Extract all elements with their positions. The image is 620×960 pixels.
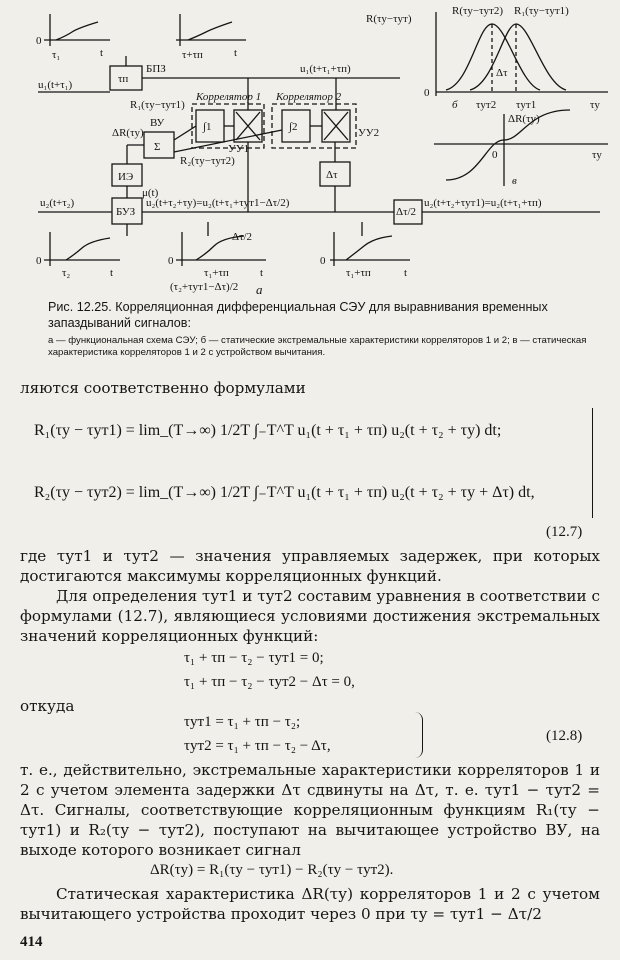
equation-12-8-a: τут1 = τ₁ + τп − τ₂;: [184, 714, 301, 730]
label-R1-curve: R₁(τу−τут1): [514, 5, 569, 17]
label-t: t: [100, 47, 104, 59]
label-R-axis: R(τу−τут): [366, 13, 412, 25]
label-tau1: τ₁: [52, 49, 61, 61]
label-zero-b1: 0: [36, 255, 42, 267]
label-bu3: БУЗ: [116, 206, 136, 218]
label-dR: ΔR(τу): [112, 127, 144, 139]
equation-number-12-8: (12.8): [546, 728, 583, 744]
label-mid: (τ₂+τут1−Δτ)/2: [170, 281, 239, 293]
label-bus-eq: u₂(t+τ₂+τу)=u₂(t+τ₁+τут1−Δτ/2): [146, 197, 290, 209]
label-dtau2: Δτ/2: [396, 206, 417, 218]
label-tym1: τут1: [516, 99, 537, 111]
label-delta-r: Δτ: [496, 67, 508, 79]
label-u2-in: u₂(t+τ₂): [40, 197, 75, 209]
label-zero-b3: 0: [320, 255, 326, 267]
label-bpz: БПЗ: [146, 63, 166, 75]
label-tau-y: τу: [590, 99, 600, 111]
label-R1: R₁(τу−τут1): [130, 99, 185, 111]
label-int1: ∫1: [203, 121, 212, 133]
label-out-eq: u₂(t+τ₂+τут1)=u₂(t+τ₁+τп): [424, 197, 542, 209]
label-dtau2-b: Δτ/2: [232, 231, 253, 243]
label-mu: μ(t): [142, 187, 159, 199]
figure-12-25: [0, 0, 620, 300]
label-int2: ∫2: [289, 121, 298, 133]
label-tym2: τут2: [476, 99, 497, 111]
label-t-b1: t: [110, 267, 114, 279]
paragraph-5: т. е., действительно, экстремальные характеристики корреляторов 1 и 2 с учетом элемента задержки Δτ сдвинуты на Δτ, т. е. τут1 − τут2 = Δτ. Сигналы, соответствующие корреляционным функциям R₁(τу − τут1) и R₂(τу − τут2), поступают на вычитающее устройство ВУ, на выходе которого возникает сигнал: [20, 761, 600, 859]
equation-cond-1: τ₁ + τп − τ₂ − τут1 = 0;: [184, 650, 324, 666]
label-sub-b: б: [452, 99, 458, 111]
label-sigma: Σ: [154, 141, 161, 153]
label-tau1p-b: τ₁+τп: [346, 267, 371, 279]
label-zero: 0: [36, 35, 42, 47]
paragraph-6: Статическая характеристика ΔR(τу) корреляторов 1 и 2 с учетом вычитающего устройства проходит через 0 при τу = τут1 − Δτ/2: [20, 885, 600, 923]
label-tau-plus: τ+τп: [182, 49, 203, 61]
label-vu: ВУ: [150, 117, 165, 129]
label-sub-v: в: [512, 175, 517, 187]
label-dR-axis: ΔR(τу): [508, 113, 540, 125]
label-uu1: УУ1: [228, 143, 250, 155]
equation-dR: ΔR(τу) = R₁(τу − τут1) − R₂(τу − τут2).: [150, 862, 394, 878]
label-t-b2: t: [260, 267, 264, 279]
label-zero-v: 0: [492, 149, 498, 161]
label-ie: ИЭ: [118, 171, 134, 183]
paragraph-1: ляются соответственно формулами: [20, 379, 306, 397]
label-korr2: Коррелятор 2: [276, 91, 342, 103]
label-taup-b: τ₁+τп: [204, 267, 229, 279]
label-t-b3: t: [404, 267, 408, 279]
page-number: 414: [20, 934, 43, 950]
label-zero-b2: 0: [168, 255, 174, 267]
label-dtau: Δτ: [326, 169, 338, 181]
equation-number-12-7: (12.7): [546, 524, 583, 540]
equation-cond-2: τ₁ + τп − τ₂ − τут2 − Δτ = 0,: [184, 674, 355, 690]
paragraph-4: откуда: [20, 697, 75, 715]
paragraph-3: Для определения τут1 и τут2 составим уравнения в соответствии с формулами (12.7), являющиеся условиями достижения экстремальных значений корреляционных функций:: [20, 587, 600, 645]
equation-12-7-b: R₂(τу − τут2) = lim_(T→∞) 1/2T ∫₋T^T u₁(t + τ₁ + τп) u₂(t + τ₂ + τу + Δτ) dt,: [34, 484, 535, 501]
paragraph-2: где τут1 и τут2 — значения управляемых задержек, при которых достигаются максимумы корреляционных функций.: [20, 547, 600, 585]
label-korr1: Коррелятор 1: [196, 91, 262, 103]
equation-12-8-b: τут2 = τ₁ + τп − τ₂ − Δτ,: [184, 738, 331, 754]
label-u1-out: u₁(t+τ₁+τп): [300, 63, 351, 75]
label-R2: R₂(τу−τут2): [180, 155, 235, 167]
figure-caption-title: Рис. 12.25. Корреляционная дифференциальная СЭУ для выравнивания временных запаздываний сигналов:: [48, 300, 548, 330]
label-t2: t: [234, 47, 238, 59]
label-zero-r: 0: [424, 87, 430, 99]
label-tau-y2: τу: [592, 149, 602, 161]
equation-brace: [586, 408, 593, 518]
equation-12-7-a: R₁(τу − τут1) = lim_(T→∞) 1/2T ∫₋T^T u₁(t + τ₁ + τп) u₂(t + τ₂ + τу) dt;: [34, 422, 502, 439]
label-u1-in: u₁(t+τ₁): [38, 79, 73, 91]
label-taup-block: τп: [118, 73, 129, 85]
label-tau2: τ₂: [62, 267, 71, 279]
label-R2-curve: R(τу−τут2): [452, 5, 504, 17]
label-uu2: УУ2: [358, 127, 380, 139]
equation-brace-2: [414, 712, 423, 758]
figure-caption-desc: а — функциональная схема СЭУ; б — статические экстремальные характеристики корреляторов 1 и 2; в — статическая характеристика корреляторов 1 и 2 с устройством вычитания.: [48, 335, 587, 358]
label-sub-a: а: [256, 282, 263, 297]
